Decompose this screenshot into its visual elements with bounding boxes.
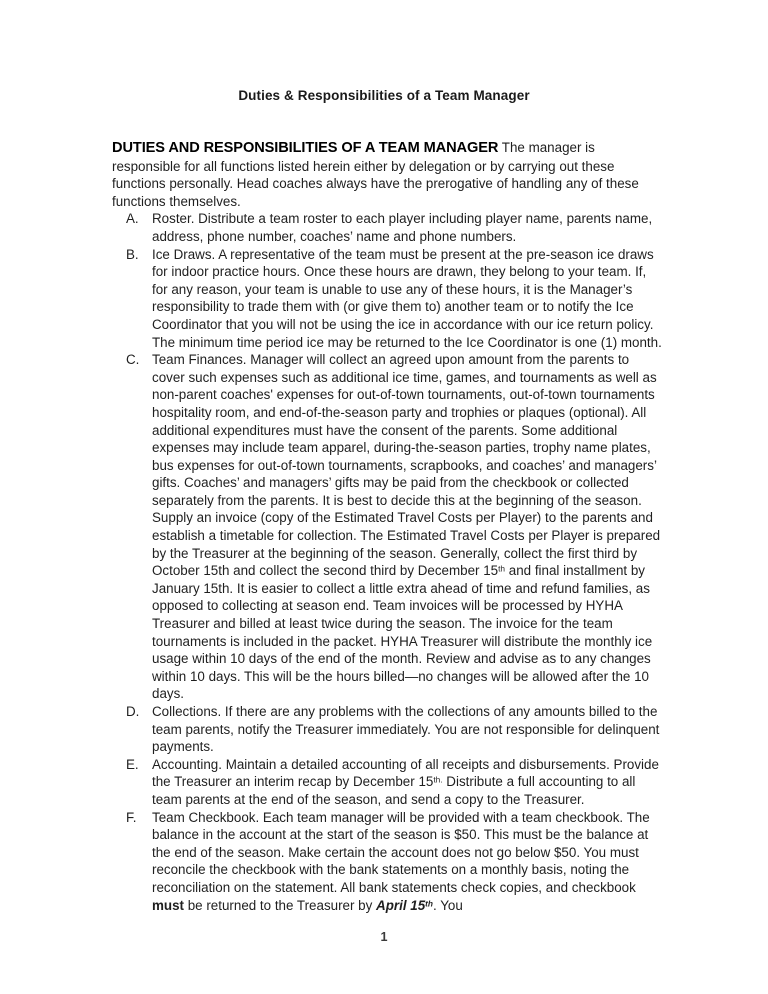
page-title: Duties & Responsibilities of a Team Manager: [238, 88, 530, 103]
ordinal-superscript: th: [425, 898, 434, 909]
emphasis-bold-run: must: [152, 897, 184, 913]
list-item-text-run: and final installment by January 15th. It is easier to collect a little extra ahead of time and refund families, as opposed to collecting at season end. Team invoices will be processed by HYHA Treasurer and billed at least twice during the season. The invoice for the team tournaments is included in the packet. HYHA Treasurer will distribute the monthly ice usage within 10 days of the end of the month. Review and advise as to any changes within 10 days. This will be the hours billed—no changes will be allowed after the 10 days.: [152, 563, 653, 702]
intro-body-run: The manager is responsible for all functions listed herein either by delegation or by carrying out these functions personally. Head coaches always have the prerogative of handling any of these functions themselves.: [112, 140, 639, 209]
list-item-text-run: . You: [433, 897, 463, 913]
list-item-text: [152, 351, 664, 703]
list-item-marker: B.: [126, 246, 139, 262]
list-item-text: Collections. If there are any problems with the collections of any amounts billed to the team parents, notify the Treasurer immediately. You are not responsible for delinquent payments.: [152, 704, 660, 755]
list-item: [112, 703, 664, 756]
responsibilities-list: [112, 210, 664, 914]
list-item-marker: D.: [126, 704, 140, 719]
page-number: 1: [380, 930, 388, 944]
list-item-marker: A.: [126, 211, 139, 227]
list-item-text-run: Distribute a full accounting to all team parents at the end of the season, and send a copy to the Treasurer.: [152, 774, 636, 807]
list-item-text-run: be returned to the Treasurer by: [184, 897, 377, 913]
list-item-text-run: Team Finances. Manager will collect an agreed upon amount from the parents to cover such expenses such as additional ice time, games, and tournaments as well as non-parent coaches' expenses for out-of-town tournaments, out-of-town tournaments hospitality room, and end-of-the-season party and trophies or plaques (optional). All additional expenditures must have the consent of the parents. Some additional expenses may include team apparel, during-the-season parties, trophy name plates, bus expenses for out-of-town tournaments, scrapbooks, and coaches’ and managers’ gifts. Coaches’ and managers’ gifts may be paid from the checkbook or collected separately from the parents. It is best to decide this at the beginning of the season. Supply an invoice (copy of the Estimated Travel Costs per Player) to the parents and establish a timetable for collection. The Estimated Travel Costs per Player is prepared by the Treasurer at the beginning of the season. Generally, collect the first third by October 15th and collect the second third by December 15: [152, 352, 661, 579]
list-item: [112, 809, 664, 915]
list-item-marker: F.: [126, 809, 137, 825]
list-item: [112, 756, 664, 809]
document-body: [112, 139, 664, 914]
list-item-text: [152, 809, 664, 915]
list-item: [112, 246, 664, 352]
list-item: [112, 351, 664, 703]
due-date-run: April 15: [376, 897, 426, 913]
list-item-text-run: Accounting. Maintain a detailed accounting of all receipts and disbursements. Provide the Treasurer an interim recap by December 15: [152, 756, 659, 790]
ordinal-superscript: th: [498, 563, 506, 574]
list-item-text: Roster. Distribute a team roster to each player including player name, parents name, address, phone number, coaches’ name and phone numbers.: [152, 211, 653, 244]
list-item-text: Ice Draws. A representative of the team must be present at the pre-season ice draws for indoor practice hours. Once these hours are drawn, they belong to your team. If, for any reason, your team is unable to use any of these hours, it is the Manager’s responsibility to trade them with (or give them to) another team or to notify the Ice Coordinator that you will not be using the ice in accordance with our ice return policy. The minimum time period ice may be returned to the Ice Coordinator is one (1) month.: [152, 246, 662, 350]
list-item-marker: C.: [126, 352, 140, 368]
intro-paragraph: [112, 139, 664, 210]
list-item: [112, 210, 664, 245]
list-item-text-run: Team Checkbook. Each team manager will be provided with a team checkbook. The balance in the account at the start of the season is $50. This must be the balance at the end of the season. Make certain the account does not go below $50. You must reconcile the checkbook with the bank statements on a monthly basis, noting the reconciliation on the statement. All bank statements check copies, and checkbook: [152, 809, 650, 895]
list-item-marker: E.: [126, 756, 139, 772]
ordinal-superscript: th.: [433, 774, 443, 785]
intro-heading-run: DUTIES AND RESPONSIBILITIES OF A TEAM MANAGER: [112, 140, 499, 156]
list-item-text: [152, 756, 664, 809]
